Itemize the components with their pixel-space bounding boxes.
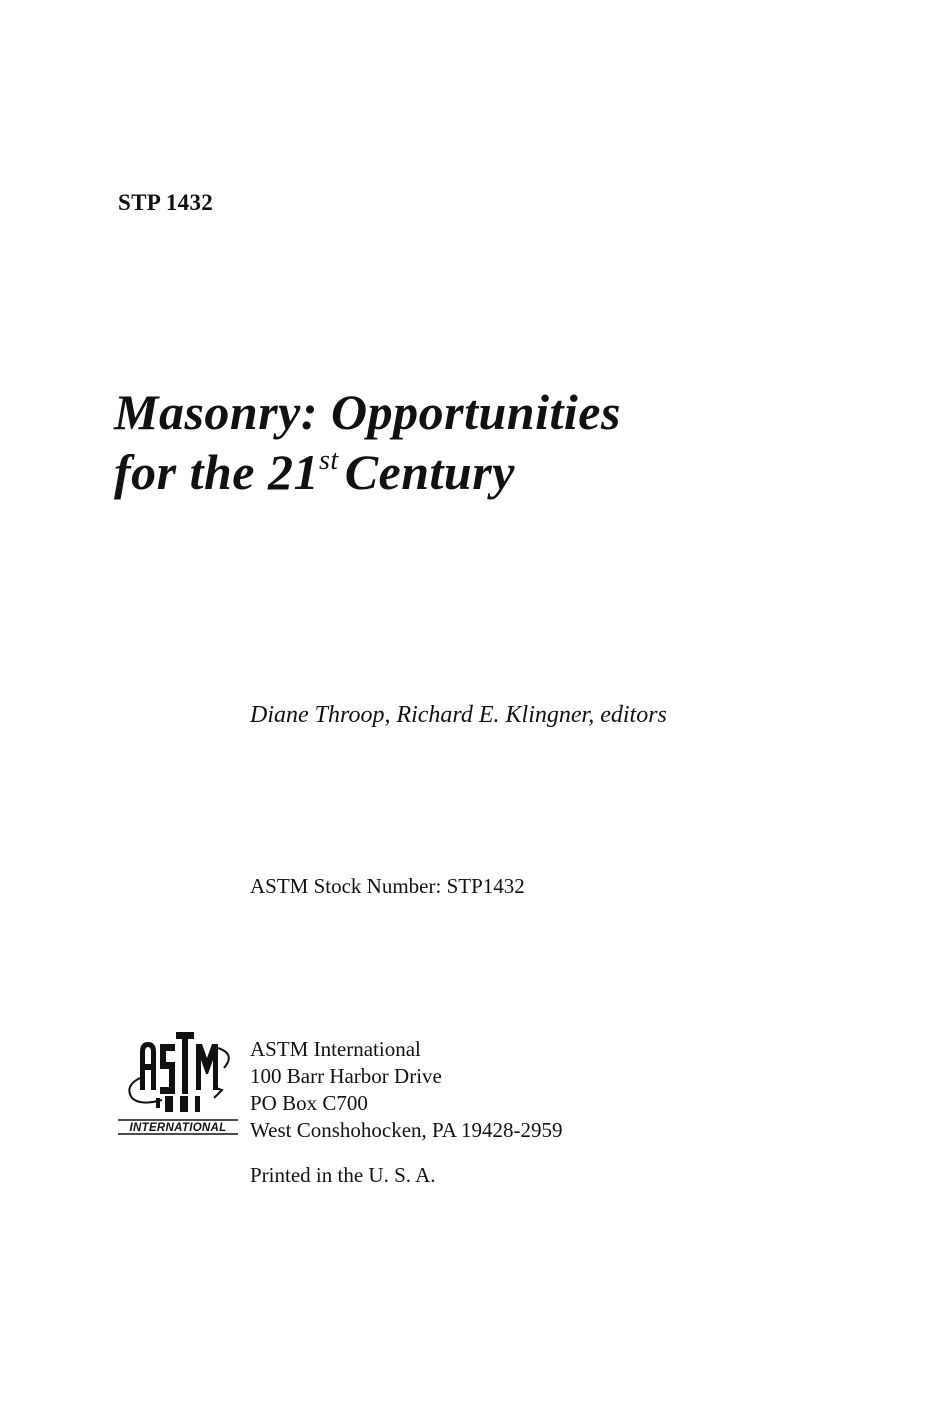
publisher-po-box: PO Box C700	[250, 1091, 368, 1115]
book-title	[114, 382, 621, 511]
title-superscript: st	[319, 445, 339, 476]
stp-number: STP 1432	[118, 190, 214, 215]
publisher-name: ASTM International	[250, 1037, 421, 1061]
publisher-street: 100 Barr Harbor Drive	[250, 1064, 442, 1088]
publisher-city: West Conshohocken, PA 19428-2959	[250, 1118, 563, 1142]
astm-international-logo-icon	[118, 1024, 238, 1136]
title-line-2-suffix: Century	[344, 444, 515, 500]
publisher-address	[250, 1036, 563, 1144]
title-line-2-prefix: for the 21	[114, 444, 319, 500]
editors-line: Diane Throop, Richard E. Klingner, editors	[250, 702, 667, 728]
title-line-2	[114, 442, 621, 511]
logo-international-label: INTERNATIONAL	[129, 1122, 227, 1134]
title-line-1: Masonry: Opportunities	[114, 384, 621, 440]
stock-number: ASTM Stock Number: STP1432	[250, 874, 525, 898]
printed-location: Printed in the U. S. A.	[250, 1163, 436, 1187]
